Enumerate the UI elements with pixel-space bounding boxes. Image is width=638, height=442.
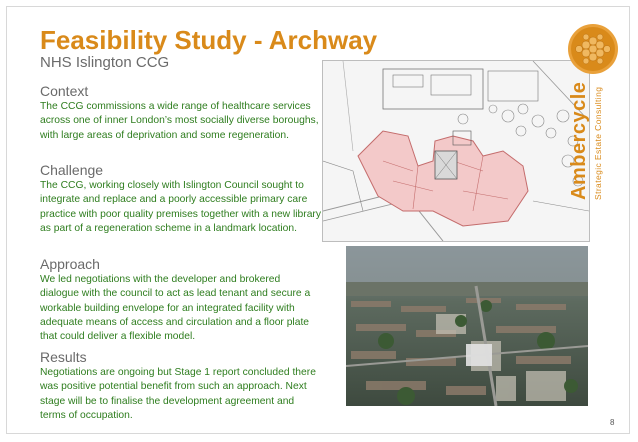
section-body: The CCG, working closely with Islington Council sought to integrate and replace and a poorly accessible primary care practice with poor quality premises together with a new library as part of a regeneration scheme in a landmark location. bbox=[40, 180, 322, 234]
page-title: Feasibility Study - Archway bbox=[40, 25, 378, 55]
site-plan-image bbox=[322, 60, 590, 242]
section-results bbox=[40, 349, 322, 423]
logo-wordmark: Ambercycle bbox=[568, 81, 590, 200]
section-body: Negotiations are ongoing but Stage 1 report concluded there was positive potential benefit from such an approach. Next stage will be to finalise the development agreement and terms of occupation. bbox=[40, 367, 316, 421]
section-body: We led negotiations with the developer and brokered dialogue with the council to act as lead tenant and secure a workable building envelope for an integrated facility with adequate means of access and circulation and a floor plate that could deliver a flexible model. bbox=[40, 274, 311, 343]
page-subtitle: NHS Islington CCG bbox=[40, 54, 170, 71]
ambercycle-logo-mark bbox=[566, 22, 620, 76]
section-approach bbox=[40, 256, 322, 344]
section-heading: Challenge bbox=[40, 162, 104, 178]
section-context bbox=[40, 83, 322, 143]
ambercycle-logo bbox=[566, 22, 620, 200]
section-body: The CCG commissions a wide range of healthcare services across one of inner London’s most socially diverse boroughs, with large areas of deprivation and some regeneration. bbox=[40, 101, 319, 141]
logo-tagline: Strategic Estate Consulting bbox=[593, 86, 603, 200]
page-number: 8 bbox=[610, 418, 615, 427]
section-heading: Approach bbox=[40, 256, 100, 272]
site-plan-drawing bbox=[323, 61, 589, 241]
aerial-photo-image bbox=[346, 246, 588, 406]
section-heading: Results bbox=[40, 349, 87, 365]
section-challenge bbox=[40, 162, 322, 236]
aerial-photo-drawing bbox=[346, 246, 588, 406]
section-heading: Context bbox=[40, 83, 89, 99]
